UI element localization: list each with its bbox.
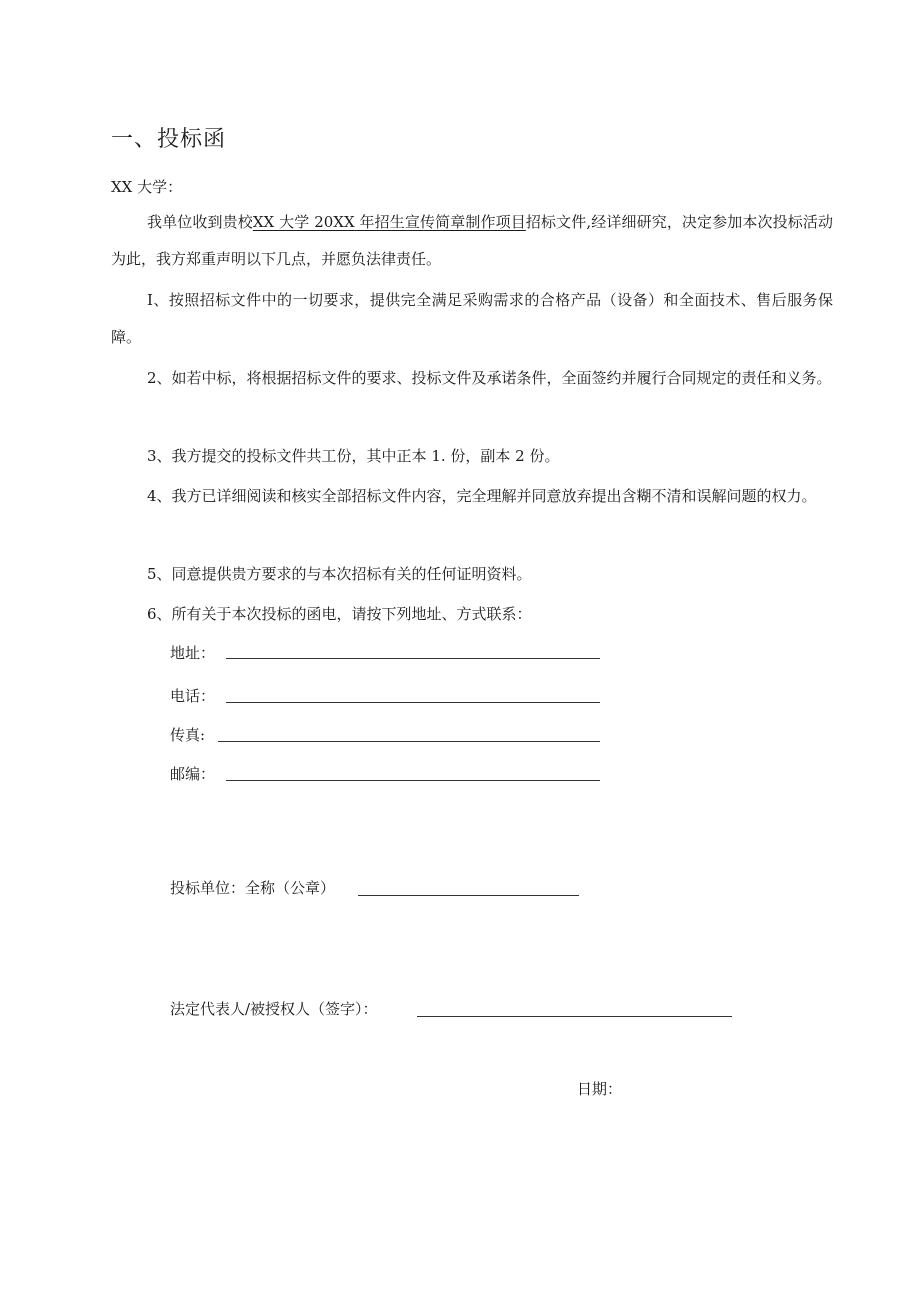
clause-2: 2、如若中标，将根据招标文件的要求、投标文件及承诺条件，全面签约并履行合同规定的责任和义务。: [147, 369, 832, 387]
project-name: XX 大学 20XX 年招生宣传简章制作项目: [252, 213, 526, 231]
postcode-label: 邮编：: [170, 765, 216, 783]
date-label: 日期：: [577, 1080, 623, 1098]
clause-3: 3、我方提交的投标文件共工份，其中正本 1. 份，副本 2 份。: [147, 447, 560, 465]
representative-label: 法定代表人/被授权人（签字）：: [170, 1000, 378, 1018]
clause-6: 6、所有关于本次投标的函电，请按下列地址、方式联系：: [147, 605, 532, 623]
clause-5: 5、同意提供贵方要求的与本次招标有关的任何证明资料。: [147, 565, 532, 583]
bidder-seal-field[interactable]: [358, 895, 579, 896]
fax-label: 传真:: [170, 726, 206, 744]
fax-field[interactable]: [218, 741, 600, 742]
intro-text-after: 招标文件,经详细研究，决定参加本次投标活动为此，我方郑重声明以下几点，并愿负法律责任。: [111, 213, 833, 268]
phone-label: 电话：: [170, 687, 216, 705]
clause-1: I、按照招标文件中的一切要求，提供完全满足采购需求的合格产品（设备）和全面技术、售后服务保障。: [111, 291, 833, 346]
page-title: 一、投标函: [111, 127, 227, 152]
representative-signature-field[interactable]: [417, 1016, 732, 1017]
addressee: XX 大学：: [111, 178, 183, 196]
intro-paragraph: [111, 204, 833, 278]
bidder-label: 投标单位：全称（公章）: [170, 879, 336, 897]
intro-text-before: 我单位收到贵校: [147, 213, 253, 231]
clause-4: 4、我方已详细阅读和核实全部招标文件内容，完全理解并同意放弃提出含糊不清和误解问题的权力。: [147, 487, 817, 505]
address-field[interactable]: [226, 658, 600, 659]
phone-field[interactable]: [226, 702, 600, 703]
address-label: 地址：: [170, 644, 216, 662]
postcode-field[interactable]: [226, 780, 600, 781]
